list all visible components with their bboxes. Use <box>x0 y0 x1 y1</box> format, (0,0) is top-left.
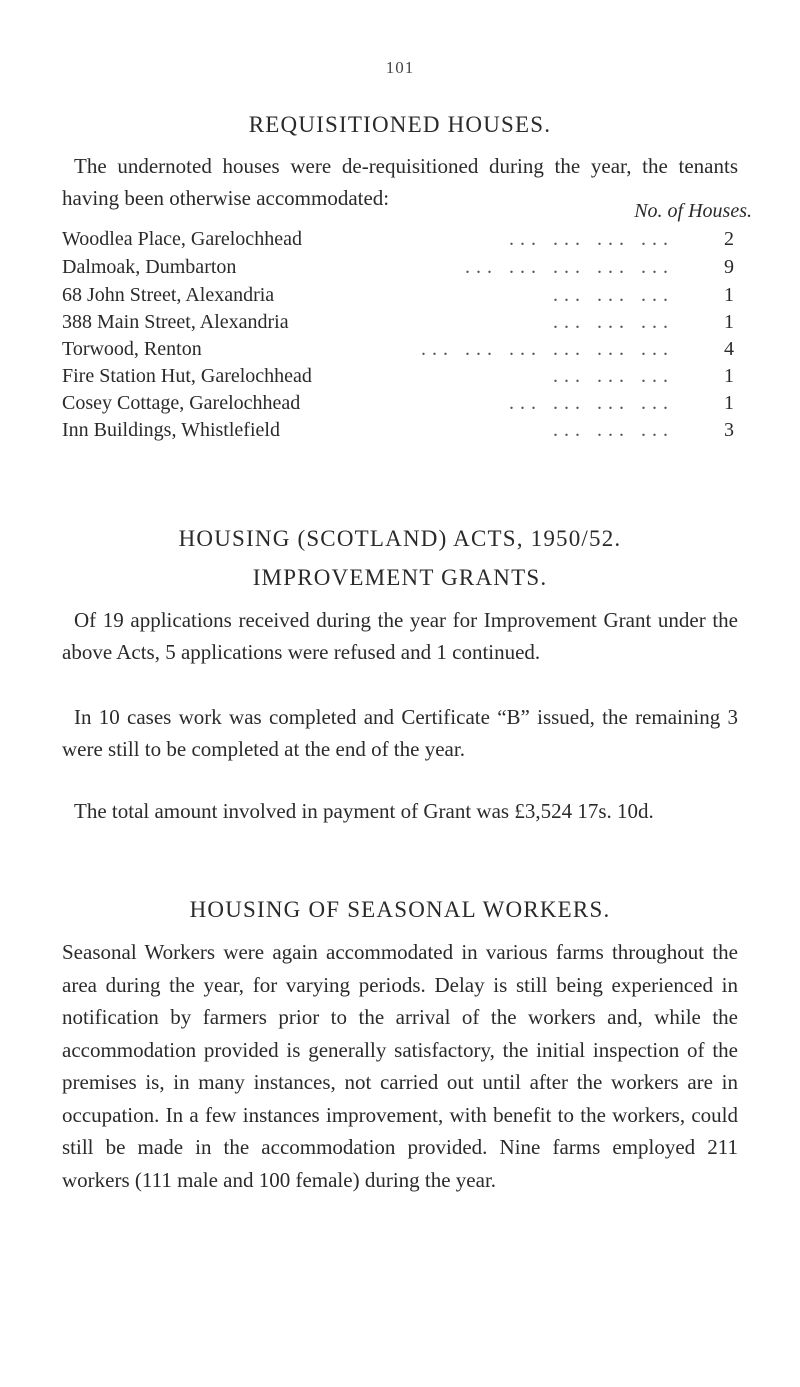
row-place: Cosey Cottage, Garelochhead <box>62 392 301 414</box>
row-count: 1 <box>724 392 734 414</box>
row-leader-dots: ... ... ... ... ... ... <box>421 338 674 360</box>
housing-acts-heading: HOUSING (SCOTLAND) ACTS, 1950/52. <box>178 526 622 551</box>
row-count: 4 <box>724 338 734 360</box>
improvement-grants-para-1: Of 19 applications received during the year for Improvement Grant under the above Acts, 5 applications were refused and 1 continued. <box>62 608 738 664</box>
improvement-grants-para-2: In 10 cases work was completed and Certificate “B” issued, the remaining 3 were still to be completed at the end of the year. <box>62 705 738 761</box>
improvement-grants-heading: IMPROVEMENT GRANTS. <box>252 565 548 590</box>
table-row <box>62 417 752 443</box>
row-place: Woodlea Place, Garelochhead <box>62 228 302 250</box>
table-row <box>62 390 752 416</box>
row-count: 1 <box>724 365 734 387</box>
table-row <box>62 226 752 252</box>
row-leader-dots: ... ... ... ... <box>509 228 674 250</box>
table-row <box>62 363 752 389</box>
table-row <box>62 254 752 280</box>
seasonal-workers-heading: HOUSING OF SEASONAL WORKERS. <box>189 897 611 922</box>
row-place: Torwood, Renton <box>62 338 202 360</box>
row-leader-dots: ... ... ... ... <box>509 392 674 414</box>
row-leader-dots: ... ... ... <box>553 284 674 306</box>
row-place: Inn Buildings, Whistlefield <box>62 419 280 441</box>
seasonal-workers-para: Seasonal Workers were again accommodated in various farms throughout the area during the year, for varying periods. Delay is still being experienced in notification by farmers prior to the arrival of the workers and, while the accommodation provided is generally satisfactory, the initial inspection of the premises is, in many instances, not carried out until after the workers are in occupation. In a few instances improvement, with benefit to the workers, could still be made in the accommodation provided. Nine farms employed 211 workers (111 male and 100 female) during the year. <box>62 940 738 1192</box>
requisitioned-houses-table <box>62 200 752 452</box>
row-leader-dots: ... ... ... <box>553 419 674 441</box>
row-leader-dots: ... ... ... ... ... <box>465 256 674 278</box>
row-count: 1 <box>724 284 734 306</box>
row-leader-dots: ... ... ... <box>553 365 674 387</box>
row-place: Dalmoak, Dumbarton <box>62 256 237 278</box>
table-row <box>62 336 752 362</box>
row-place: 68 John Street, Alexandria <box>62 284 275 306</box>
row-count: 2 <box>724 228 734 250</box>
requisitioned-houses-heading: REQUISITIONED HOUSES. <box>248 112 552 137</box>
row-count: 3 <box>724 419 734 441</box>
row-count: 1 <box>724 311 734 333</box>
row-place: Fire Station Hut, Garelochhead <box>62 365 312 387</box>
row-count: 9 <box>724 256 734 278</box>
row-leader-dots: ... ... ... <box>553 311 674 333</box>
table-row <box>62 282 752 308</box>
column-header-no-of-houses: No. of Houses. <box>634 200 752 222</box>
improvement-grants-para-3: The total amount involved in payment of Grant was £3,524 17s. 10d. <box>74 799 654 823</box>
table-row <box>62 309 752 335</box>
page-number: 101 <box>385 58 415 77</box>
requisitioned-intro: The undernoted houses were de-requisitioned during the year, the tenants having been otherwise accommodated: <box>62 154 738 210</box>
row-place: 388 Main Street, Alexandria <box>62 311 289 333</box>
